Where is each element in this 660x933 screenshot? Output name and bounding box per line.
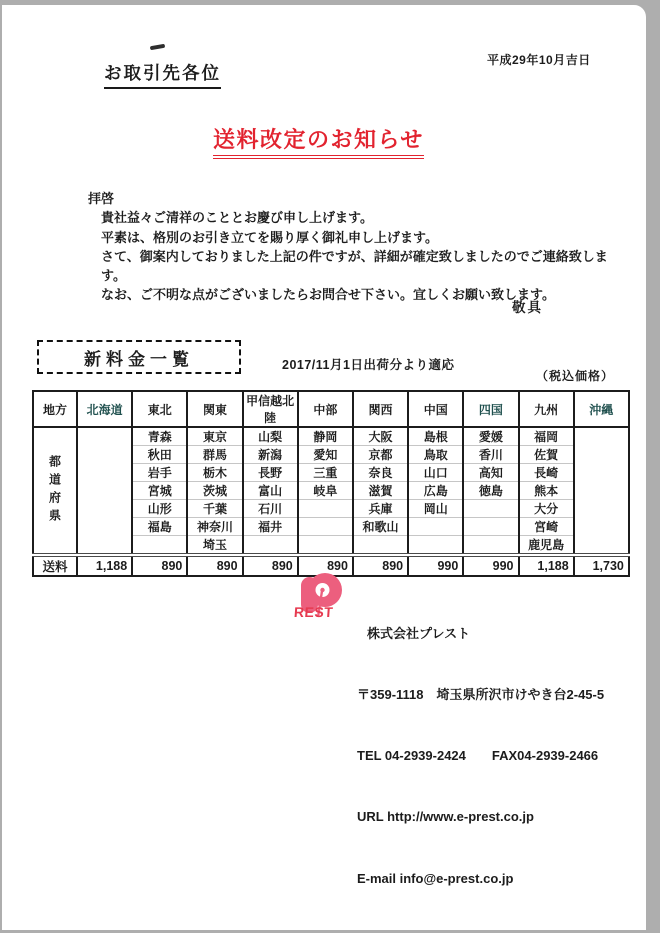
prefecture-cell: 三重: [298, 464, 353, 482]
region-header: 関東: [187, 391, 242, 427]
prefecture-cell: 徳島: [463, 482, 518, 500]
fare-cell: 890: [187, 555, 242, 576]
greeting-close: 敬具: [512, 300, 543, 315]
prefecture-cell: [298, 536, 353, 556]
prefecture-cell: [243, 536, 298, 556]
greeting-open: 拝啓: [88, 191, 115, 206]
company-email: E-mail info@e-prest.co.jp: [357, 870, 514, 886]
addressee-heading: お取引先各位: [104, 60, 221, 89]
prefecture-cell: 滋賀: [353, 482, 408, 500]
prefecture-cell: 鳥取: [408, 446, 463, 464]
prefecture-cell: 石川: [243, 500, 298, 518]
document-title: 送料改定のお知らせ: [213, 123, 424, 159]
prefecture-cell: 岐阜: [298, 482, 353, 500]
fare-cell: 1,188: [77, 555, 132, 576]
effective-date-note: 2017/11月1日出荷分より適応: [282, 358, 455, 372]
region-header: 北海道: [77, 391, 132, 427]
prefecture-cell: 愛媛: [463, 427, 518, 446]
prefecture-column-label: 都道府県: [33, 427, 77, 555]
body-line: さて、御案内しておりました上記の件ですが、詳細が確定致しましたのでご連絡致します。: [101, 248, 608, 284]
prefecture-cell: 長野: [243, 464, 298, 482]
prefecture-cell: [132, 536, 187, 556]
company-info-block: [357, 583, 604, 930]
region-header: 関西: [353, 391, 408, 427]
prefecture-cell: 青森: [132, 427, 187, 446]
empty-region-cell: [574, 427, 629, 555]
prefecture-cell: 香川: [463, 446, 518, 464]
prefecture-cell: 東京: [187, 427, 242, 446]
prefecture-cell: 埼玉: [187, 536, 242, 556]
fare-cell: 990: [463, 555, 518, 576]
prefecture-cell: 千葉: [187, 500, 242, 518]
body-line: 平素は、格別のお引き立てを賜り厚く御礼申し上げます。: [101, 229, 438, 245]
prest-logo-text: REST: [293, 604, 334, 620]
prefecture-cell: 山口: [408, 464, 463, 482]
prefecture-cell: 佐賀: [519, 446, 574, 464]
prefecture-cell: 大阪: [353, 427, 408, 446]
prefecture-cell: 岩手: [132, 464, 187, 482]
fare-cell: 890: [298, 555, 353, 576]
prefecture-cell: 富山: [243, 482, 298, 500]
region-header: 九州: [519, 391, 574, 427]
prefecture-cell: 秋田: [132, 446, 187, 464]
prefecture-cell: 神奈川: [187, 518, 242, 536]
prefecture-cell: 栃木: [187, 464, 242, 482]
prefecture-cell: 京都: [353, 446, 408, 464]
prefecture-cell: 奈良: [353, 464, 408, 482]
fare-cell: 1,188: [519, 555, 574, 576]
prefecture-cell: 新潟: [243, 446, 298, 464]
prefecture-cell: 岡山: [408, 500, 463, 518]
fare-cell: 890: [132, 555, 187, 576]
company-url: URL http://www.e-prest.co.jp: [357, 809, 534, 825]
prefecture-cell: 広島: [408, 482, 463, 500]
region-header: 四国: [463, 391, 518, 427]
prefecture-cell: 大分: [519, 500, 574, 518]
fare-cell: 890: [243, 555, 298, 576]
prefecture-cell: 山形: [132, 500, 187, 518]
region-header: 甲信越北陸: [243, 391, 298, 427]
new-price-list-box: [37, 340, 241, 374]
region-header: 沖縄: [574, 391, 629, 427]
prefecture-cell: 宮崎: [519, 518, 574, 536]
prest-logo: [293, 571, 352, 627]
prefecture-cell: 茨城: [187, 482, 242, 500]
prefecture-cell: 高知: [463, 464, 518, 482]
prefecture-cell: [463, 536, 518, 556]
fare-row-label: 送料: [33, 555, 77, 576]
document-date: 平成29年10月吉日: [487, 53, 591, 67]
body-line: 貴社益々ご清祥のこととお慶び申し上げます。: [101, 210, 373, 226]
prefecture-cell: [463, 518, 518, 536]
prefecture-cell: 兵庫: [353, 500, 408, 518]
region-header: 中部: [298, 391, 353, 427]
prefecture-cell: [408, 518, 463, 536]
region-header: 中国: [408, 391, 463, 427]
prefecture-cell: 島根: [408, 427, 463, 446]
prefecture-cell: 熊本: [519, 482, 574, 500]
region-header: 東北: [132, 391, 187, 427]
prefecture-cell: 群馬: [187, 446, 242, 464]
prefecture-cell: 福島: [132, 518, 187, 536]
company-tel-fax: TEL 04-2939-2424 FAX04-2939-2466: [357, 748, 599, 764]
prefecture-cell: 愛知: [298, 446, 353, 464]
fare-cell: 1,730: [574, 555, 629, 576]
prefecture-cell: 静岡: [298, 427, 353, 446]
prefecture-cell: 鹿児島: [519, 536, 574, 556]
prefecture-cell: 長崎: [519, 464, 574, 482]
fare-cell: 890: [353, 555, 408, 576]
prefecture-cell: [463, 500, 518, 518]
fare-cell: 990: [408, 555, 463, 576]
letter-body: [88, 189, 628, 305]
prefecture-cell: 宮城: [132, 482, 187, 500]
body-line: なお、ご不明な点がございましたらお問合せ下さい。宜しくお願い致します。: [101, 287, 555, 303]
prefecture-cell: [298, 500, 353, 518]
region-row-header: 地方: [33, 391, 77, 427]
tax-included-note: （税込価格）: [536, 369, 615, 383]
prefecture-cell: [353, 536, 408, 556]
new-price-list-label: 新料金一覧: [84, 349, 194, 369]
company-address: 〒359-1118 埼玉県所沢市けやき台2-45-5: [357, 687, 605, 703]
shipping-fee-table: [32, 390, 630, 577]
prefecture-cell: 和歌山: [353, 518, 408, 536]
prefecture-cell: 福井: [243, 518, 298, 536]
prefecture-cell: [298, 518, 353, 536]
prefecture-cell: [408, 536, 463, 556]
company-name: 株式会社プレスト: [367, 625, 471, 641]
prefecture-cell: 山梨: [243, 427, 298, 446]
empty-region-cell: [77, 427, 132, 555]
prefecture-cell: 福岡: [519, 427, 574, 446]
